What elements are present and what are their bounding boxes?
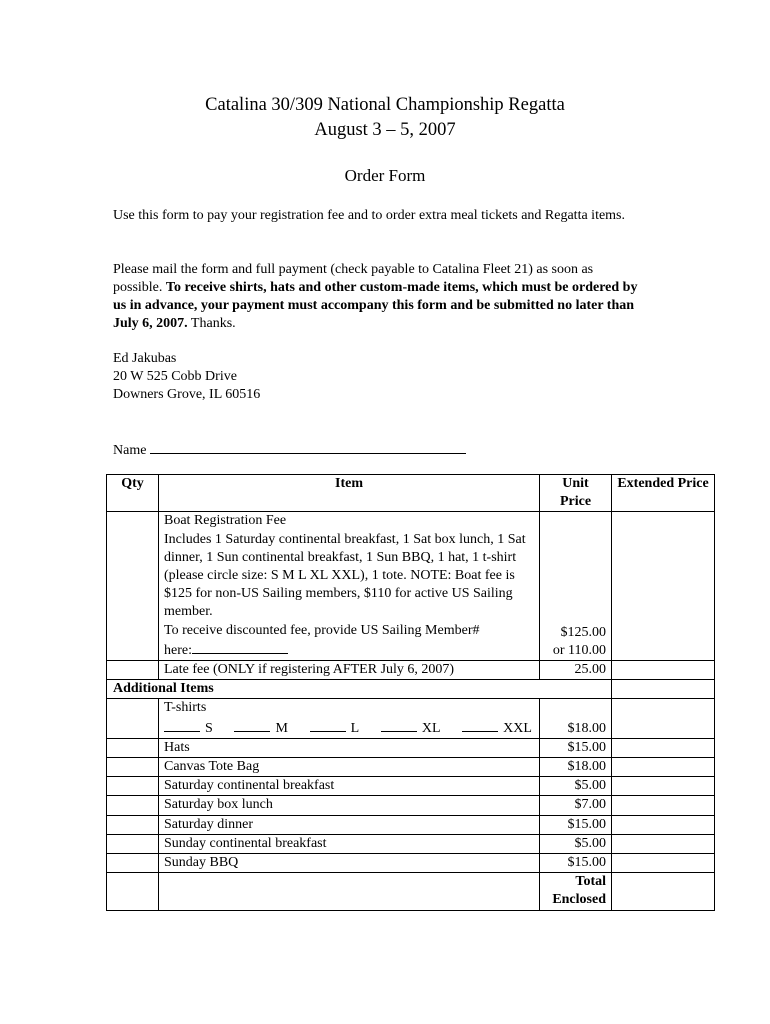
payment-paragraph <box>113 261 643 333</box>
address-street: 20 W 525 Cobb Drive <box>113 369 237 384</box>
payment-thanks-text: Thanks. <box>187 316 236 331</box>
item-price: $15.00 <box>540 738 612 757</box>
item-price: $5.00 <box>540 834 612 853</box>
header-extended-price: Extended Price <box>612 475 715 512</box>
item-label: Hats <box>159 738 540 757</box>
mailing-address <box>113 350 260 404</box>
extended-price-cell[interactable] <box>612 758 715 777</box>
event-dates: August 3 – 5, 2007 <box>314 120 456 140</box>
name-field <box>113 439 466 459</box>
table-row <box>107 738 715 757</box>
item-price: $5.00 <box>540 777 612 796</box>
item-price: $18.00 <box>540 758 612 777</box>
extended-price-cell[interactable] <box>612 854 715 873</box>
item-price: $15.00 <box>540 854 612 873</box>
qty-cell[interactable] <box>107 854 159 873</box>
tshirt-size-xxl[interactable]: XXL <box>462 718 532 738</box>
item-price: $7.00 <box>540 796 612 815</box>
header-item: Item <box>159 475 540 512</box>
boat-fee-row <box>107 512 715 661</box>
total-enclosed-label: Total Enclosed <box>540 873 612 910</box>
qty-cell[interactable] <box>107 834 159 853</box>
item-label: Canvas Tote Bag <box>159 758 540 777</box>
extended-price-cell[interactable] <box>612 699 715 738</box>
boat-fee-discount-label: To receive discounted fee, provide US Sailing Member# <box>164 622 480 638</box>
table-row <box>107 796 715 815</box>
additional-items-row <box>107 680 715 699</box>
item-label: Saturday continental breakfast <box>159 777 540 796</box>
extended-price-cell[interactable] <box>612 815 715 834</box>
tshirts-row <box>107 699 715 738</box>
qty-cell[interactable] <box>107 699 159 738</box>
tshirt-size-l[interactable]: L <box>310 718 360 738</box>
name-label: Name <box>113 443 147 458</box>
tshirts-price: $18.00 <box>540 699 612 738</box>
extended-price-cell[interactable] <box>612 512 715 661</box>
member-number-line[interactable] <box>192 640 288 654</box>
qty-cell[interactable] <box>107 512 159 661</box>
tshirt-size-s[interactable]: S <box>164 718 213 738</box>
table-header-row <box>107 475 715 512</box>
extended-price-cell[interactable] <box>612 796 715 815</box>
member-number-field <box>164 640 534 660</box>
form-title: Order Form <box>344 166 426 185</box>
additional-items-heading: Additional Items <box>107 680 612 699</box>
item-label: Sunday continental breakfast <box>159 834 540 853</box>
item-label: Saturday box lunch <box>159 796 540 815</box>
tshirts-item-cell <box>159 699 540 738</box>
qty-cell[interactable] <box>107 815 159 834</box>
member-here-label: here: <box>164 642 192 658</box>
late-fee-label: Late fee (ONLY if registering AFTER July 6, 2007) <box>159 661 540 680</box>
payment-lead-text: Please mail the form and full payment (check payable to Catalina Fleet 21) as soon as possible. <box>113 262 594 295</box>
name-input-line[interactable] <box>150 439 466 454</box>
item-cell <box>159 873 540 910</box>
address-name: Ed Jakubas <box>113 351 177 366</box>
table-row <box>107 834 715 853</box>
extended-price-cell[interactable] <box>612 777 715 796</box>
boat-fee-price-2: or 110.00 <box>552 642 606 658</box>
tshirt-size-list <box>164 718 534 738</box>
boat-fee-title: Boat Registration Fee <box>164 513 287 529</box>
order-table <box>106 474 715 911</box>
intro-paragraph: Use this form to pay your registration fee and to order extra meal tickets and Regatta items. <box>113 208 626 223</box>
tshirt-size-xl[interactable]: XL <box>381 718 441 738</box>
address-city: Downers Grove, IL 60516 <box>113 387 261 402</box>
extended-price-cell[interactable] <box>612 661 715 680</box>
qty-cell[interactable] <box>107 661 159 680</box>
payment-deadline-text: To receive shirts, hats and other custom-made items, which must be ordered by us in advance, your payment must accompany this form and be submitted no later than July 6, 2007. <box>113 280 638 331</box>
item-label: Sunday BBQ <box>159 854 540 873</box>
total-amount-cell[interactable] <box>612 873 715 910</box>
boat-fee-item-cell <box>159 512 540 661</box>
page-title: Catalina 30/309 National Championship Regatta <box>205 95 565 115</box>
extended-price-cell <box>612 680 715 699</box>
qty-cell[interactable] <box>107 796 159 815</box>
qty-cell <box>107 873 159 910</box>
tshirts-label: T-shirts <box>164 700 207 716</box>
extended-price-cell[interactable] <box>612 834 715 853</box>
header-qty: Qty <box>107 475 159 512</box>
boat-fee-price-1: $125.00 <box>560 624 606 640</box>
late-fee-row <box>107 661 715 680</box>
tshirt-size-m[interactable]: M <box>234 718 287 738</box>
total-row <box>107 873 715 910</box>
header-unit-price: Unit Price <box>540 475 612 512</box>
qty-cell[interactable] <box>107 738 159 757</box>
qty-cell[interactable] <box>107 777 159 796</box>
table-row <box>107 777 715 796</box>
item-price: $15.00 <box>540 815 612 834</box>
boat-fee-unit-price <box>540 512 612 661</box>
late-fee-price: 25.00 <box>540 661 612 680</box>
item-label: Saturday dinner <box>159 815 540 834</box>
extended-price-cell[interactable] <box>612 738 715 757</box>
table-row <box>107 815 715 834</box>
table-row <box>107 758 715 777</box>
qty-cell[interactable] <box>107 758 159 777</box>
table-row <box>107 854 715 873</box>
boat-fee-description: Includes 1 Saturday continental breakfast, 1 Sat box lunch, 1 Sat dinner, 1 Sun continental breakfast, 1 Sun BBQ, 1 hat, 1 t-shirt (please circle size: S M L XL XXL), 1 tote. NOTE: Boat fee is $125 for non-US Sailing members, $110 for active US Sailing member. <box>164 531 526 620</box>
